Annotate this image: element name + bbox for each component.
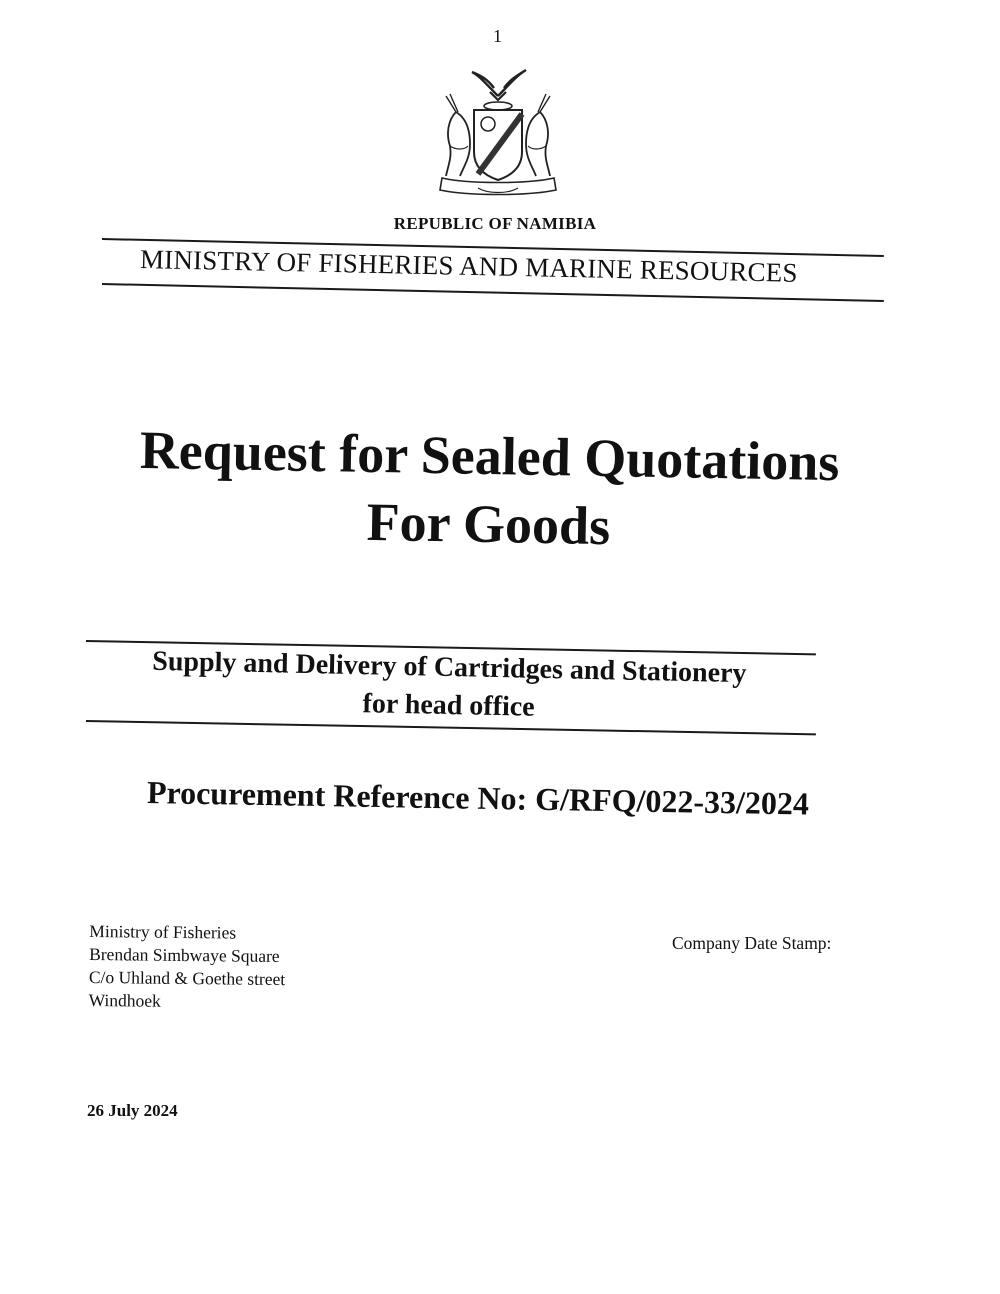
address-line: Ministry of Fisheries: [89, 921, 237, 943]
page-number: 1: [493, 26, 502, 46]
procurement-reference: Procurement Reference No: G/RFQ/022-33/2024: [146, 774, 810, 822]
title-line-1: Request for Sealed Quotations: [139, 419, 840, 493]
document-title: [0, 413, 979, 566]
document-subject: [95, 642, 802, 733]
address-line: Windhoek: [88, 989, 161, 1011]
coat-of-arms-icon: [428, 66, 568, 202]
ministry-heading: MINISTRY OF FISHERIES AND MARINE RESOURCES: [139, 244, 798, 288]
company-date-stamp-label: Company Date Stamp:: [672, 933, 832, 953]
document-date: 26 July 2024: [87, 1101, 178, 1120]
title-line-2: For Goods: [366, 491, 611, 557]
address-line: Brendan Simbwaye Square: [89, 944, 280, 966]
address-line: C/o Uhland & Goethe street: [88, 966, 286, 990]
subject-line-2: for head office: [362, 688, 535, 723]
address-block: [89, 920, 286, 1014]
subject-line-1: Supply and Delivery of Cartridges and Stationery: [152, 645, 747, 690]
republic-heading: REPUBLIC OF NAMIBIA: [393, 214, 597, 233]
